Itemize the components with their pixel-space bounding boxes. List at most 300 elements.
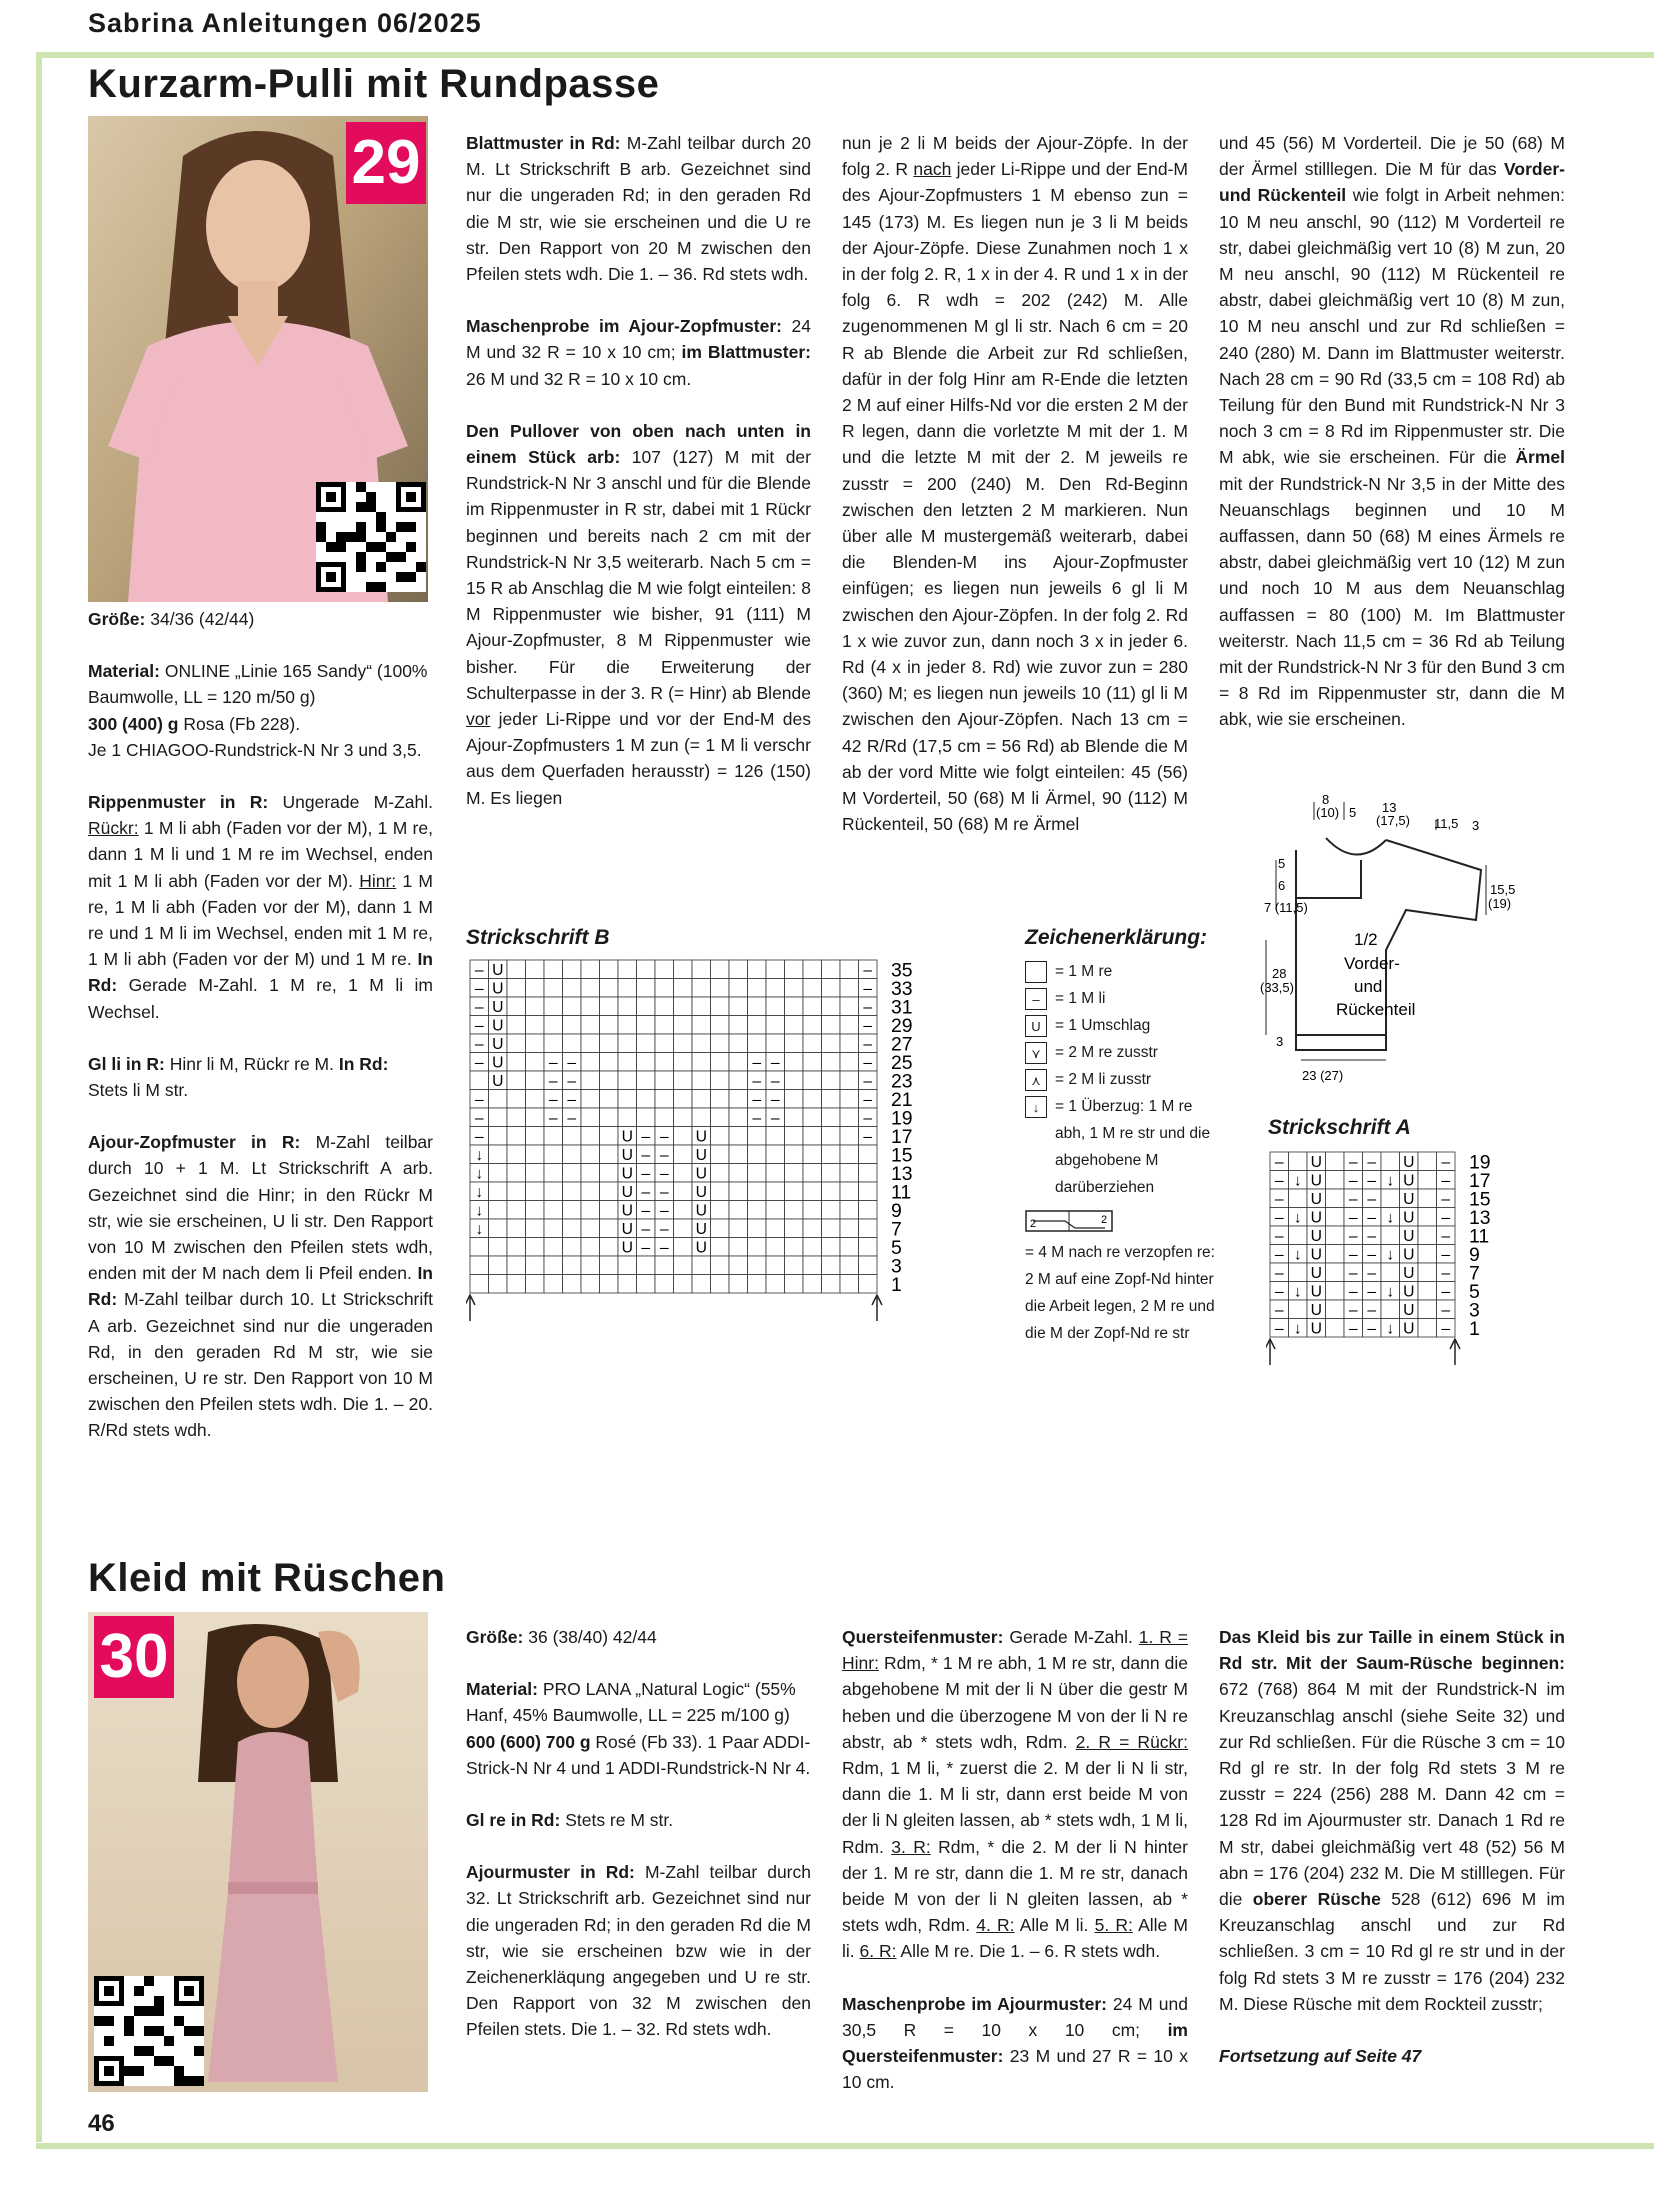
dress-material-label: Material: (466, 1679, 538, 1700)
chart-b-cell (729, 1127, 748, 1146)
chart-b-cell (711, 1090, 730, 1109)
chart-b-cell (748, 960, 767, 979)
chart-b-symbol: – (548, 1072, 558, 1090)
chart-b-cell (526, 979, 545, 998)
chart-b-symbol: U (492, 961, 504, 979)
chart-a-symbol: – (1348, 1264, 1358, 1282)
stripe-row-5-label: 5. R: (1094, 1915, 1133, 1936)
dress-size-label: Größe: (466, 1627, 524, 1647)
chart-a-symbol: – (1441, 1227, 1451, 1245)
chart-b-symbol: – (641, 1165, 651, 1183)
chart-a-symbol: U (1310, 1172, 1322, 1190)
chart-b-cell (785, 1238, 804, 1257)
material-label: Material: (88, 661, 160, 682)
dress-lace-label: Ajourmuster in Rd: (466, 1862, 635, 1883)
chart-b-cell (859, 1145, 878, 1164)
chart-b-cell (563, 1201, 582, 1220)
lace-cable-round-label: In Rd: (88, 1263, 433, 1310)
svg-text:2: 2 (1030, 1218, 1037, 1230)
chart-a-symbol: ↓ (1293, 1209, 1302, 1227)
chart-b-cell (785, 1127, 804, 1146)
pattern-29-title: Kurzarm-Pulli mit Rundpasse (88, 62, 660, 106)
chart-b-cell (637, 1090, 656, 1109)
chart-a-symbol: – (1441, 1301, 1451, 1319)
chart-b-cell (729, 1182, 748, 1201)
chart-b-cell (655, 1034, 674, 1053)
body-front-back-label: Vorder- und Rückenteil (1219, 159, 1565, 206)
chart-a-cell (1381, 1263, 1400, 1282)
pattern-29-column-1 (88, 606, 433, 1470)
chart-b-cell (803, 1164, 822, 1183)
chart-b-cell (581, 1256, 600, 1275)
frame-left-rule (36, 52, 42, 2142)
chart-a-symbol: – (1367, 1246, 1377, 1264)
chart-b-cell (507, 1016, 526, 1035)
chart-b-cell (785, 1145, 804, 1164)
chart-b-cell (618, 1016, 637, 1035)
chart-b-symbol: U (695, 1220, 707, 1238)
chart-b-cell (563, 1145, 582, 1164)
chart-b-cell (748, 1238, 767, 1257)
chart-b-cell (840, 1090, 859, 1109)
pattern-30-title: Kleid mit Rüschen (88, 1556, 446, 1600)
chart-b-cell (729, 1256, 748, 1275)
chart-b-cell (563, 1256, 582, 1275)
chart-b-cell (711, 1127, 730, 1146)
chart-b-cell (711, 979, 730, 998)
stripe-row-1: Rdm, * 1 M re abh, 1 M re str, dann die abgehobene M mit der li N über die gestr M heben und die überzogene M von der li N re abstr, ab * stets wdh, Rdm. (842, 1653, 1188, 1752)
chart-b-cell (637, 1053, 656, 1072)
chart-b-row-number: 17 (891, 1126, 913, 1149)
chart-b-cell (618, 1275, 637, 1294)
chart-b-symbol: – (863, 961, 873, 979)
chart-a-cell (1326, 1263, 1345, 1282)
chart-a-cell (1418, 1171, 1437, 1190)
chart-b-cell (785, 1090, 804, 1109)
legend-text: = 2 M re zusstr (1055, 1044, 1158, 1061)
stripe-row-4: Alle M li. (1019, 1915, 1089, 1936)
chart-a (1266, 1146, 1566, 1406)
stripe-row-6-label: 6. R: (859, 1941, 897, 1962)
dress-stockinette-label: Gl re in Rd: (466, 1810, 561, 1831)
chart-a-symbol: – (1274, 1264, 1284, 1282)
chart-b-cell (581, 1164, 600, 1183)
chart-b-cell (600, 1238, 619, 1257)
chart-a-symbol: – (1367, 1264, 1377, 1282)
chart-b-cell (840, 1034, 859, 1053)
chart-b-cell (803, 997, 822, 1016)
chart-b-symbol: – (641, 1183, 651, 1201)
chart-b-cell (618, 979, 637, 998)
gauge-lace: 24 M und 32 R = 10 x 10 cm; (466, 316, 811, 363)
chart-b-cell (766, 960, 785, 979)
chart-b-cell (526, 1164, 545, 1183)
pattern-30-column-4 (1219, 1624, 1565, 2095)
chart-b-symbol: U (621, 1128, 633, 1146)
chart-b-cell (729, 1238, 748, 1257)
chart-b-cell (748, 1182, 767, 1201)
rib-right-side: 1 M re, 1 M li abh (Faden vor der M), dann 1 M re und 1 M li im Wechsel, enden mit 1 M re, 1 M li abh (Faden vor der M) und 1 M re. (88, 870, 433, 970)
chart-a-symbol: U (1310, 1227, 1322, 1245)
chart-b-cell (766, 1201, 785, 1220)
chart-b-cell (526, 1127, 545, 1146)
legend-symbol-icon: – (1025, 988, 1047, 1010)
chart-b-cell (766, 1275, 785, 1294)
chart-b-cell (711, 1071, 730, 1090)
chart-b-cell (674, 1090, 693, 1109)
chart-b-cell (674, 1219, 693, 1238)
chart-a-symbol: – (1348, 1190, 1358, 1208)
chart-b-symbol: ↓ (475, 1202, 484, 1220)
chart-b-symbol: – (548, 1091, 558, 1109)
continued-note[interactable]: Fortsetzung auf Seite 47 (1219, 2046, 1422, 2067)
chart-b-cell (766, 979, 785, 998)
chart-b-cell (674, 1275, 693, 1294)
legend-cable-text: = 4 M nach re verzopfen re: 2 M auf eine Zopf-Nd hinter die Arbeit legen, 2 M re und die M der Zopf-Nd re str (1025, 1244, 1215, 1342)
pattern-30-qr-code[interactable] (94, 1976, 204, 2086)
chart-a-symbol: – (1367, 1172, 1377, 1190)
chart-a-symbol: ↓ (1293, 1320, 1302, 1338)
chart-b-symbol: – (752, 1091, 762, 1109)
pullover-instructions-2: jeder Li-Rippe und vor der End-M des Ajour-Zopfmusters 1 M zun (= 1 M li verschr aus dem Querfaden herausstr) = 126 (150) M. Es liegen (466, 709, 811, 808)
chart-b-cell (581, 997, 600, 1016)
chart-a-symbol: – (1441, 1153, 1451, 1171)
chart-b-cell (711, 1034, 730, 1053)
legend-symbol-icon: ⋏ (1025, 1069, 1047, 1091)
chart-b-cell (507, 1275, 526, 1294)
chart-b-cell (711, 1016, 730, 1035)
chart-b-cell (655, 1071, 674, 1090)
chart-b-cell (729, 1071, 748, 1090)
chart-b-cell (581, 1275, 600, 1294)
chart-a-symbol: – (1274, 1209, 1284, 1227)
sleeve-label: Ärmel (1515, 447, 1565, 468)
chart-b-symbol: – (752, 1054, 762, 1072)
leaf-pattern-label: Blattmuster in Rd: (466, 133, 621, 153)
stripe-pattern-label: Quersteifenmuster: (842, 1627, 1004, 1647)
schematic-label-5: (17,5) (1376, 813, 1410, 828)
chart-b-symbol: U (492, 1017, 504, 1035)
chart-a-row-number: 11 (1469, 1225, 1490, 1248)
chart-b-cell (507, 1201, 526, 1220)
material-color: Rosa (Fb 228). (183, 713, 301, 734)
chart-b-cell (655, 960, 674, 979)
page-number: 46 (88, 2110, 115, 2137)
chart-b-cell (785, 997, 804, 1016)
chart-a-symbol: – (1367, 1153, 1377, 1171)
chart-b-symbol: – (641, 1220, 651, 1238)
chart-b-symbol: U (621, 1220, 633, 1238)
chart-b-cell (840, 979, 859, 998)
chart-b-cell (729, 1053, 748, 1072)
chart-b-cell (581, 1108, 600, 1127)
chart-b-symbol: – (548, 1054, 558, 1072)
dress-instructions-label: Das Kleid bis zur Taille in einem Stück in Rd str. Mit der Saum-Rüsche beginnen: (1219, 1627, 1565, 1674)
chart-b-cell (600, 1182, 619, 1201)
body-instructions-1: und 45 (56) M Vorderteil. Die je 50 (68) M der Ärmel stilllegen. Die M für das (1219, 133, 1565, 180)
chart-a-symbol: – (1367, 1283, 1377, 1301)
svg-text:2: 2 (1101, 1214, 1108, 1226)
chart-b-cell (840, 1201, 859, 1220)
chart-a-symbol: ↓ (1386, 1320, 1395, 1338)
chart-b-cell (822, 1219, 841, 1238)
chart-b-cell (822, 1034, 841, 1053)
chart-a-cell (1418, 1208, 1437, 1227)
chart-b-symbol: – (567, 1072, 577, 1090)
legend-symbol-icon: ↓ (1025, 1096, 1047, 1118)
lace-cable-label: Ajour-Zopfmuster in R: (88, 1132, 301, 1153)
cable-symbol-icon (1025, 1208, 1115, 1234)
chart-b-cell (766, 1034, 785, 1053)
chart-a-cell (1381, 1152, 1400, 1171)
chart-b-cell (618, 1108, 637, 1127)
chart-b-symbol: – (752, 1072, 762, 1090)
chart-b-symbol: – (641, 1146, 651, 1164)
pullover-instructions-label: Den Pullover von oben nach unten in einem Stück arb: (466, 420, 811, 468)
yoke-instructions-nach: nach (913, 159, 952, 180)
chart-b-cell (748, 1256, 767, 1275)
chart-b-cell (748, 979, 767, 998)
chart-b-cell (489, 1090, 508, 1109)
chart-a-cell (1418, 1152, 1437, 1171)
garment-schematic (1236, 790, 1536, 1090)
gauge-label: Maschenprobe im Ajour-Zopfmuster: (466, 316, 782, 337)
chart-b-cell (674, 1127, 693, 1146)
chart-b-symbol: – (863, 1054, 873, 1072)
legend-text: = 1 Umschlag (1055, 1017, 1151, 1034)
chart-b-symbol: ↓ (475, 1165, 484, 1183)
legend-title: Zeichenerklärung: (1025, 926, 1208, 949)
schematic-piece-2: Vorder- (1344, 954, 1400, 973)
chart-b-symbol: U (621, 1183, 633, 1201)
chart-b-cell (618, 1034, 637, 1053)
chart-b-cell (581, 1145, 600, 1164)
chart-a-symbol: U (1403, 1264, 1415, 1282)
chart-b-cell (526, 1182, 545, 1201)
pattern-29-qr-code[interactable] (316, 482, 426, 592)
chart-b-cell (748, 1034, 767, 1053)
material-quantity: 300 (400) g (88, 713, 179, 734)
chart-a-row-number: 13 (1469, 1207, 1491, 1230)
chart-b-cell (748, 1145, 767, 1164)
chart-b-cell (785, 1219, 804, 1238)
chart-b-cell (859, 1275, 878, 1294)
chart-b-cell (692, 979, 711, 998)
dress-material-yarn: PRO LANA „Natural Logic“ (55% Hanf, 45% Baumwolle, LL = 225 m/100 g) (466, 1679, 796, 1726)
chart-b-cell (766, 1238, 785, 1257)
reverse-stockinette-label: Gl li in R: (88, 1053, 165, 1074)
chart-a-symbol: U (1403, 1301, 1415, 1319)
chart-b-cell (507, 1256, 526, 1275)
chart-b-row-number: 21 (891, 1089, 913, 1112)
chart-b-cell (526, 1053, 545, 1072)
chart-b-cell (526, 1238, 545, 1257)
chart-b-cell (711, 1201, 730, 1220)
chart-b-cell (674, 1201, 693, 1220)
chart-a-row-number: 5 (1469, 1281, 1480, 1304)
gauge-leaf: 26 M und 32 R = 10 x 10 cm. (466, 368, 692, 389)
chart-b-cell (489, 1201, 508, 1220)
chart-b-cell (507, 1053, 526, 1072)
chart-b-cell (822, 1090, 841, 1109)
chart-a-symbol: U (1403, 1320, 1415, 1338)
dress-upper-ruffle-label: oberer Rüsche (1252, 1889, 1381, 1910)
chart-a-symbol: U (1310, 1264, 1322, 1282)
chart-b-cell (822, 960, 841, 979)
pattern-29-number-badge: 29 (346, 122, 426, 204)
chart-b-cell (822, 1164, 841, 1183)
stripe-row-4-label: 4. R: (976, 1915, 1015, 1936)
chart-b-row-number: 27 (891, 1033, 913, 1056)
chart-b-cell (563, 1275, 582, 1294)
chart-b-cell (600, 1164, 619, 1183)
chart-b-cell (822, 1145, 841, 1164)
chart-b-cell (526, 997, 545, 1016)
chart-b-cell (470, 1256, 489, 1275)
chart-a-symbol: U (1310, 1246, 1322, 1264)
chart-b-cell (507, 1219, 526, 1238)
chart-b-cell (618, 997, 637, 1016)
pattern-30-column-2 (466, 1624, 811, 2069)
schematic-label-8: 5 (1278, 856, 1286, 871)
chart-b-cell (637, 1016, 656, 1035)
chart-b-symbol: – (770, 1109, 780, 1127)
chart-b-symbol: U (695, 1128, 707, 1146)
chart-b-cell (563, 1016, 582, 1035)
chart-a-cell (1289, 1263, 1308, 1282)
reverse-stockinette-round: Stets li M str. (88, 1080, 189, 1101)
chart-a-symbol: – (1348, 1246, 1358, 1264)
chart-b-cell (618, 1071, 637, 1090)
chart-b-cell (637, 1256, 656, 1275)
schematic-piece-4: Rückenteil (1336, 1000, 1416, 1019)
chart-b-symbol: – (659, 1202, 669, 1220)
chart-a-cell (1418, 1300, 1437, 1319)
chart-a-symbol: – (1441, 1283, 1451, 1301)
rib-wrong-side-label: Rückr: (88, 818, 139, 839)
stripe-row-3-label: 3. R: (891, 1836, 931, 1857)
chart-b-cell (618, 1256, 637, 1275)
chart-b-cell (822, 979, 841, 998)
chart-b-symbol: – (770, 1054, 780, 1072)
chart-b-cell (840, 1164, 859, 1183)
chart-b-cell (526, 1145, 545, 1164)
chart-b-cell (859, 1201, 878, 1220)
chart-a-cell (1418, 1245, 1437, 1264)
chart-b-symbol: – (567, 1091, 577, 1109)
chart-a-symbol: – (1441, 1320, 1451, 1338)
rib-pattern-count: Ungerade M-Zahl. (282, 792, 433, 813)
chart-b-symbol: – (659, 1128, 669, 1146)
chart-b-cell (489, 1182, 508, 1201)
chart-a-cell (1381, 1189, 1400, 1208)
yoke-instructions-1: nun je 2 li M beids der Ajour-Zöpfe. In der folg 2. R (842, 133, 1188, 180)
dress-stockinette: Stets re M str. (565, 1810, 674, 1831)
chart-b-cell (822, 1238, 841, 1257)
chart-b-row-number: 11 (891, 1181, 912, 1204)
chart-b-cell (544, 1275, 563, 1294)
chart-a-symbol: – (1441, 1209, 1451, 1227)
chart-b-symbol: – (474, 1017, 484, 1035)
chart-b-symbol: ↓ (475, 1183, 484, 1201)
chart-b-cell (489, 1238, 508, 1257)
chart-b-cell (803, 1034, 822, 1053)
chart-b-cell (507, 1145, 526, 1164)
chart-b-cell (655, 1256, 674, 1275)
chart-a-cell (1326, 1152, 1345, 1171)
chart-a-cell (1326, 1245, 1345, 1264)
chart-b-cell (600, 1256, 619, 1275)
chart-b-cell (692, 960, 711, 979)
chart-b-cell (692, 1071, 711, 1090)
chart-b-symbol: – (474, 1054, 484, 1072)
chart-b-cell (840, 1145, 859, 1164)
chart-b-cell (544, 1238, 563, 1257)
chart-b-cell (655, 997, 674, 1016)
chart-b-symbol: – (567, 1054, 577, 1072)
chart-b-cell (840, 1275, 859, 1294)
schematic-label-15: 3 (1276, 1034, 1284, 1049)
chart-b-cell (822, 1053, 841, 1072)
chart-b-symbol: – (863, 998, 873, 1016)
chart-b-cell (711, 1053, 730, 1072)
schematic-label-9: 6 (1278, 878, 1286, 893)
body-instructions-2: wie folgt in Arbeit nehmen: 10 M neu anschl, 90 (112) M Vorderteil re str, dabei gleichmäßig vert 10 (8) M zun, 20 M neu anschl, 90 (112) M Rückenteil re abstr, dabei gleichmäßig vert 10 (8) M zun, 10 M neu anschl und zur Rd schließen = 240 (280) M. Dann im Blattmuster weiterstr. Nach 28 cm = 90 Rd (33,5 cm = 108 Rd) ab Teilung für den Bund mit Rundstrick-N Nr 3 noch 3 cm = 8 Rd im Rippenmuster str. Die M abk, wie sie erscheinen. Für die (1219, 185, 1565, 468)
chart-b-cell (674, 1164, 693, 1183)
chart-b-cell (822, 1071, 841, 1090)
pattern-30-column-3 (842, 1624, 1188, 2121)
stripe-row-2: Rdm, 1 M li, * zuerst die 2. M der li N li str, dann die 1. M li str, dann erst beide M von der li N gleiten lassen, ab * stets wdh, 1 M li, Rdm. (842, 1758, 1188, 1857)
chart-b-cell (692, 1016, 711, 1035)
chart-b-cell (637, 1071, 656, 1090)
chart-b-symbol: – (770, 1072, 780, 1090)
chart-b-cell (600, 1145, 619, 1164)
chart-b-symbol: – (567, 1109, 577, 1127)
chart-b-cell (544, 1016, 563, 1035)
chart-b-cell (785, 1053, 804, 1072)
chart-b-cell (563, 1034, 582, 1053)
chart-b-cell (544, 1219, 563, 1238)
chart-b (466, 954, 986, 1394)
chart-a-symbol: – (1274, 1153, 1284, 1171)
chart-a-cell (1289, 1226, 1308, 1245)
chart-b-cell (618, 1053, 637, 1072)
chart-a-symbol: U (1310, 1153, 1322, 1171)
chart-a-symbol: – (1441, 1264, 1451, 1282)
chart-b-cell (544, 1034, 563, 1053)
legend-text: = 1 M re (1055, 963, 1113, 980)
dress-lace: M-Zahl teilbar durch 32. Lt Strickschrift arb. Gezeichnet sind nur die ungeraden Rd; in den geraden Rd die M str, wie sie erscheinen bzw wie in der Zeichenerkläqung angegeben und U re str. Den Rapport von 32 M zwischen den Pfeilen stets. Die 1. – 32. Rd stets wdh. (466, 1862, 811, 2040)
chart-b-cell (822, 1256, 841, 1275)
stripe-row-2-label: 2. R = Rückr: (1075, 1731, 1188, 1752)
chart-a-symbol: ↓ (1386, 1246, 1395, 1264)
chart-b-cell (526, 1256, 545, 1275)
legend-text: = 1 M li (1055, 990, 1106, 1007)
chart-b-symbol: U (621, 1146, 633, 1164)
chart-a-symbol: U (1310, 1320, 1322, 1338)
stripe-row-6: Alle M re. Die 1. – 6. R stets wdh. (900, 1941, 1161, 1962)
legend-text: = 1 Überzug: 1 M re abh, 1 M re str und die abgehobene M darüberziehen (1055, 1098, 1211, 1196)
chart-b-cell (507, 1071, 526, 1090)
chart-a-symbol: – (1348, 1227, 1358, 1245)
chart-b-cell (711, 960, 730, 979)
chart-a-symbol: – (1367, 1209, 1377, 1227)
chart-b-cell (600, 1090, 619, 1109)
legend-item (1025, 958, 1225, 985)
chart-b-cell (748, 1201, 767, 1220)
chart-b-cell (674, 1108, 693, 1127)
chart-b-symbol: – (659, 1220, 669, 1238)
